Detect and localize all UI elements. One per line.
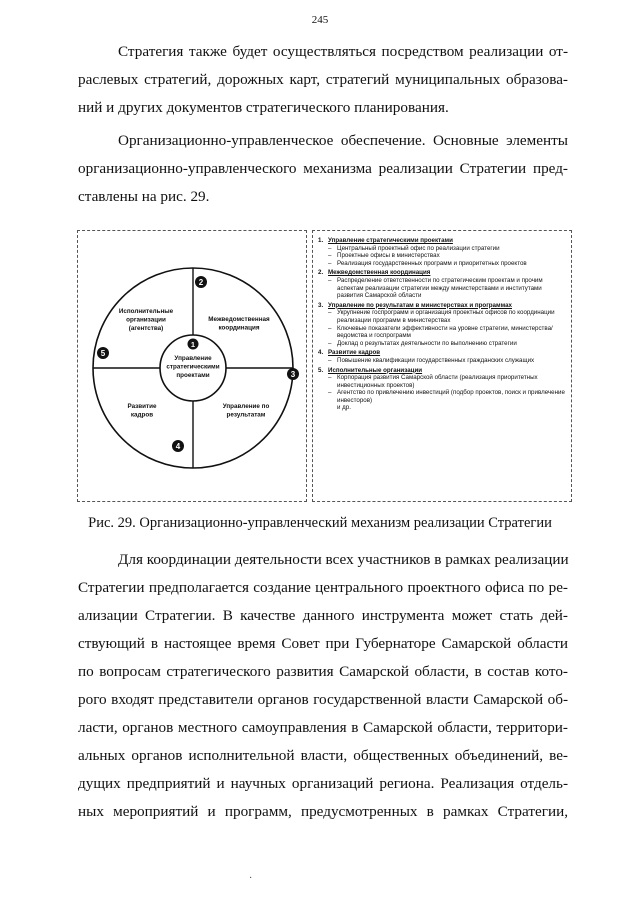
sector-4-label-line: Развитие bbox=[127, 403, 157, 410]
figure-legend bbox=[312, 230, 572, 502]
text-line: ализации Стратегии. В качестве данного инструмента может стать дей- bbox=[78, 607, 568, 624]
marker-number: 5 bbox=[100, 349, 106, 358]
text-line: ласти, органов местного самоуправления в Самарской области, территори- bbox=[78, 719, 568, 736]
sector-2-label-line: координация bbox=[218, 324, 260, 332]
legend-item: – Распределение ответственности по стратегическим проектам и прочим аспектам реализации стратегии между министерствами и институтами развития Самарской области bbox=[328, 276, 543, 300]
legend-item: – Корпорация развития Самарской области (реализация приоритетных инвестиционных проектов) bbox=[328, 374, 538, 389]
text-line: рого входят представители органов государственной власти Самарской об- bbox=[78, 691, 568, 708]
text-line: ствующий в настоящее время Совет при Губернаторе Самарской области bbox=[78, 635, 568, 652]
sector-3-label-line: результатам bbox=[226, 411, 266, 419]
marker-number: 4 bbox=[175, 442, 181, 451]
sector-5-label-line: Исполнительные bbox=[118, 308, 174, 315]
paragraph-1 bbox=[78, 38, 568, 122]
legend-section: 5. Исполнительные организации bbox=[318, 366, 423, 374]
legend-list bbox=[313, 231, 571, 412]
text-line: Стратегии предполагается создание центрального проектного офиса по ре- bbox=[78, 579, 568, 596]
sector-4-marker bbox=[172, 440, 184, 452]
figure-caption: Рис. 29. Организационно-управленческий механизм реализации Стратегии bbox=[88, 515, 552, 531]
sector-3-marker bbox=[287, 368, 299, 380]
marker-number: 1 bbox=[190, 339, 196, 349]
text-line: Для координации деятельности всех участников в рамках реализации bbox=[118, 551, 569, 568]
sector-5-label-line: организации bbox=[126, 316, 166, 324]
legend-section: 4. Развитие кадров bbox=[318, 349, 381, 357]
text-line: раслевых стратегий, дорожных карт, стратегий муниципальных образова- bbox=[78, 71, 568, 88]
page-number: 245 bbox=[311, 14, 329, 26]
paragraph-2 bbox=[78, 127, 568, 211]
legend-section: 2. Межведомственная координация bbox=[318, 269, 431, 277]
text-line: альных органов исполнительной власти, общественных объединений, ве- bbox=[78, 747, 568, 764]
mechanism-circle-diagram bbox=[78, 231, 306, 501]
legend-section: 1. Управление стратегическими проектами bbox=[318, 237, 453, 244]
sector-4-label-line: кадров bbox=[130, 411, 154, 419]
center-label-line: проектами bbox=[176, 372, 210, 379]
legend-item: – Доклад о результатах деятельности по выполнению стратегии bbox=[328, 339, 517, 347]
legend-section: 3. Управление по результатам в министерствах и программах bbox=[318, 301, 512, 309]
text-line: организационно-управленческого механизма реализации Стратегии пред- bbox=[78, 160, 568, 177]
text-line: Стратегия также будет осуществляться посредством реализации от- bbox=[118, 43, 568, 60]
legend-item: – Ключевые показатели эффективности на уровне стратегии, министерства/ведомства и госпрограмм bbox=[328, 324, 553, 340]
text-line: ний и других документов стратегического планирования. bbox=[78, 99, 449, 116]
figure-diagram bbox=[77, 230, 307, 502]
marker-number: 3 bbox=[290, 370, 296, 379]
center-marker bbox=[188, 339, 199, 350]
sector-5-marker bbox=[97, 347, 109, 359]
text-line: дущих предприятий и научных организаций региона. Реализация отдель- bbox=[78, 775, 568, 792]
sector-5-label-line: (агентства) bbox=[128, 325, 164, 332]
text-line: Организационно-управленческое обеспечение. Основные элементы bbox=[118, 132, 568, 149]
legend-item: – Реализация государственных программ и приоритетных проектов bbox=[328, 259, 527, 267]
sector-3-label-line: Управление по bbox=[222, 403, 270, 410]
center-label-line: стратегическими bbox=[166, 363, 220, 371]
center-label-line: Управление bbox=[174, 355, 212, 362]
legend-extra: и др. bbox=[337, 404, 351, 412]
text-line: ных мероприятий и программ, предусмотренных в рамках Стратегии, bbox=[78, 803, 568, 820]
scan-mark: · bbox=[249, 873, 253, 884]
legend-item: – Укрупнение госпрограмм и организация проектных офисов по координации реализации программ в министерствах bbox=[328, 309, 555, 324]
marker-number: 2 bbox=[198, 278, 204, 287]
sector-2-marker bbox=[195, 276, 207, 288]
text-line: ставлены на рис. 29. bbox=[78, 188, 210, 205]
legend-item: – Агентство по привлечению инвестиций (подбор проектов, поиск и привлечение инвесторов) bbox=[328, 389, 565, 404]
paragraph-3 bbox=[78, 546, 568, 826]
legend-item: – Центральный проектный офис по реализации стратегии bbox=[328, 244, 500, 252]
legend-item: – Повышение квалификации государственных гражданских служащих bbox=[328, 356, 535, 364]
legend-item: – Проектные офисы в министерствах bbox=[328, 252, 440, 260]
text-line: по вопросам стратегического развития Самарской области, в состав кото- bbox=[78, 663, 568, 680]
sector-2-label-line: Межведомственная bbox=[208, 316, 270, 323]
